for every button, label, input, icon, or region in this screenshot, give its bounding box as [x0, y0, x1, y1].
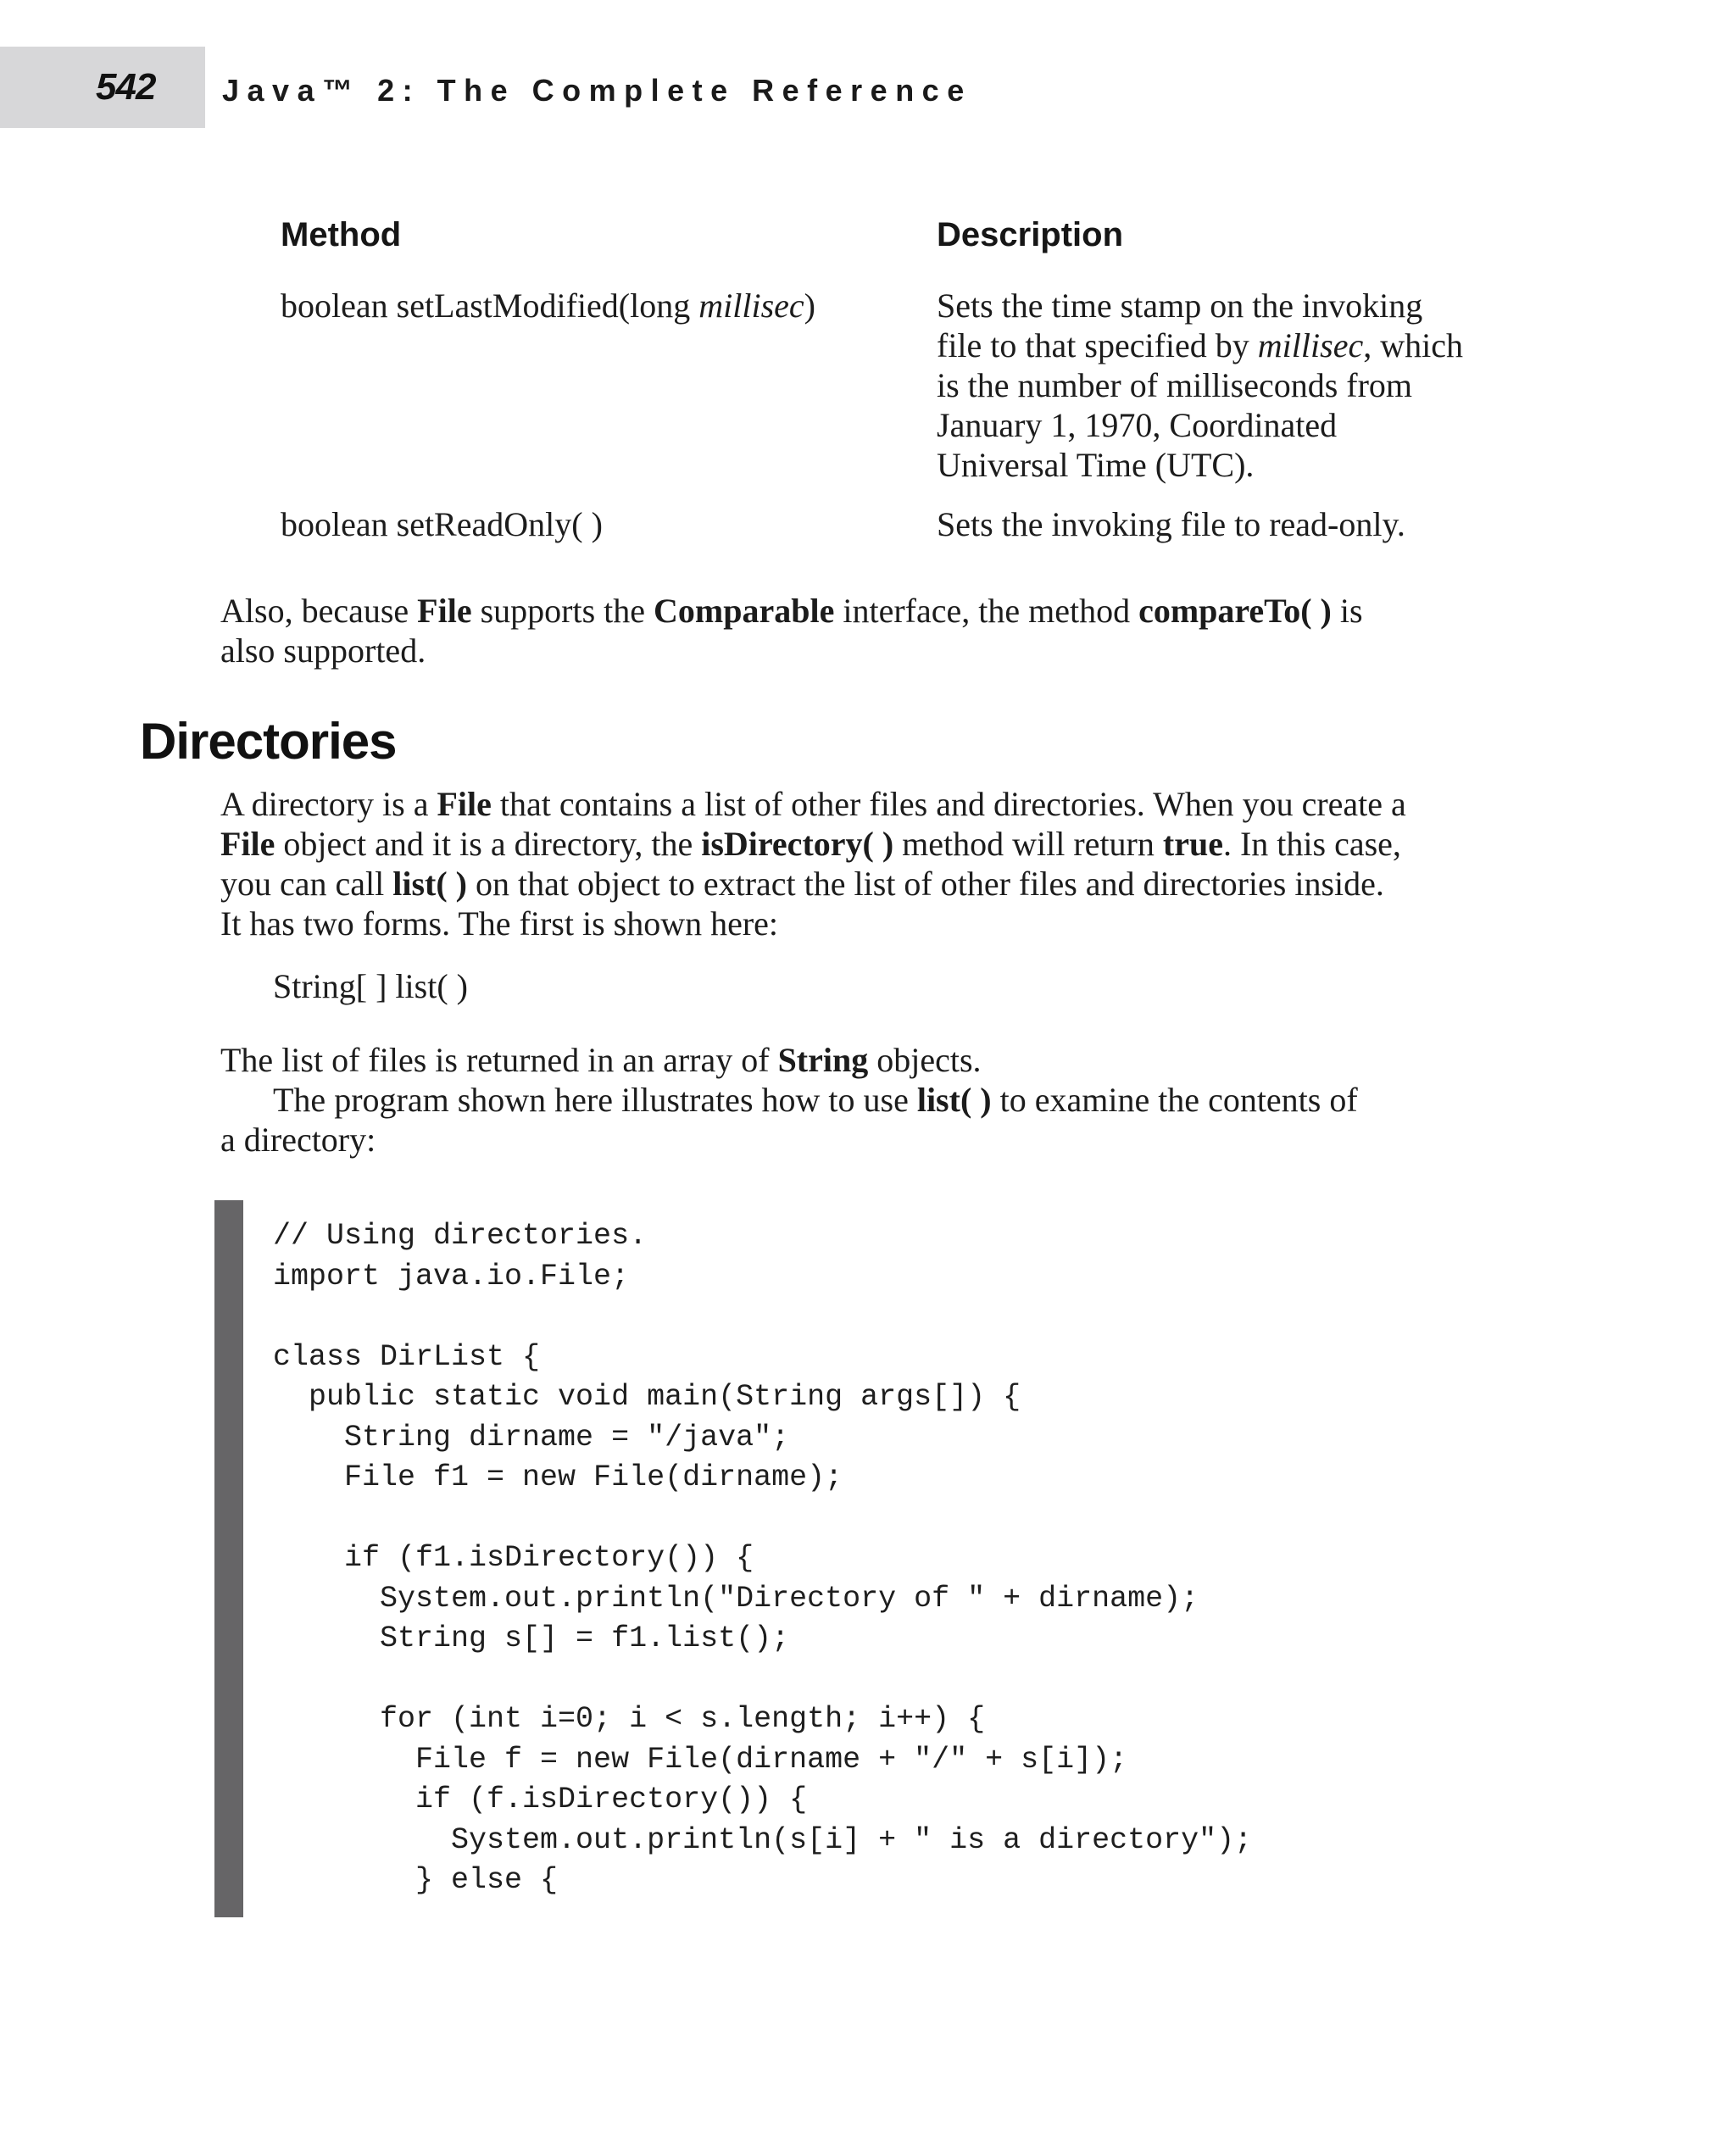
code-line: if (f.isDirectory()) {	[273, 1783, 808, 1816]
table-row2-method: boolean setReadOnly( )	[281, 505, 603, 543]
section-heading-directories: Directories	[140, 713, 397, 770]
code-line: if (f1.isDirectory()) {	[273, 1541, 754, 1575]
code-line: String dirname = "/java";	[273, 1420, 790, 1455]
code-line: } else {	[273, 1863, 559, 1897]
code-line: public static void main(String args[]) {	[273, 1380, 1021, 1414]
paragraph-comparable: Also, because File supports the Comparable interface, the method compareTo( ) is also supported.	[220, 592, 1363, 670]
code-line: File f1 = new File(dirname);	[273, 1460, 843, 1494]
code-line: String s[] = f1.list();	[273, 1621, 790, 1655]
table-row1-description: Sets the time stamp on the invoking file to that specified by millisec, which is the number of milliseconds from January 1, 1970, Coordinated Universal Time (UTC).	[937, 286, 1463, 484]
code-listing-bar	[214, 1200, 243, 1917]
paragraph-list: The list of files is returned in an array of String objects. The program shown here illustrates how to use list( ) to examine the contents of a directory:	[220, 1041, 1358, 1159]
code-line: // Using directories.	[273, 1219, 648, 1253]
method-signature: String[ ] list( )	[273, 967, 468, 1005]
table-row1-method: boolean setLastModified(long millisec)	[281, 286, 815, 325]
table-header-method: Method	[281, 216, 402, 253]
page-number: 542	[96, 66, 156, 108]
code-line: System.out.println(s[i] + " is a directory");	[273, 1822, 1253, 1857]
table-row2-description: Sets the invoking file to read-only.	[937, 505, 1405, 543]
running-title: Java™ 2: The Complete Reference	[222, 73, 972, 108]
code-line: System.out.println("Directory of " + dirname);	[273, 1581, 1199, 1616]
code-line: File f = new File(dirname + "/" + s[i]);	[273, 1742, 1128, 1777]
table-header-description: Description	[937, 216, 1124, 253]
code-line: import java.io.File;	[273, 1259, 630, 1293]
code-line: class DirList {	[273, 1339, 541, 1374]
paragraph-directory: A directory is a File that contains a list of other files and directories. When you create a File object and it is a directory, the isDirectory( ) method will return true. In this case, you can call list( ) on that object to extract the list of other files and directories inside. It has two forms. The first is shown here:	[220, 785, 1406, 943]
code-line: for (int i=0; i < s.length; i++) {	[273, 1702, 986, 1736]
